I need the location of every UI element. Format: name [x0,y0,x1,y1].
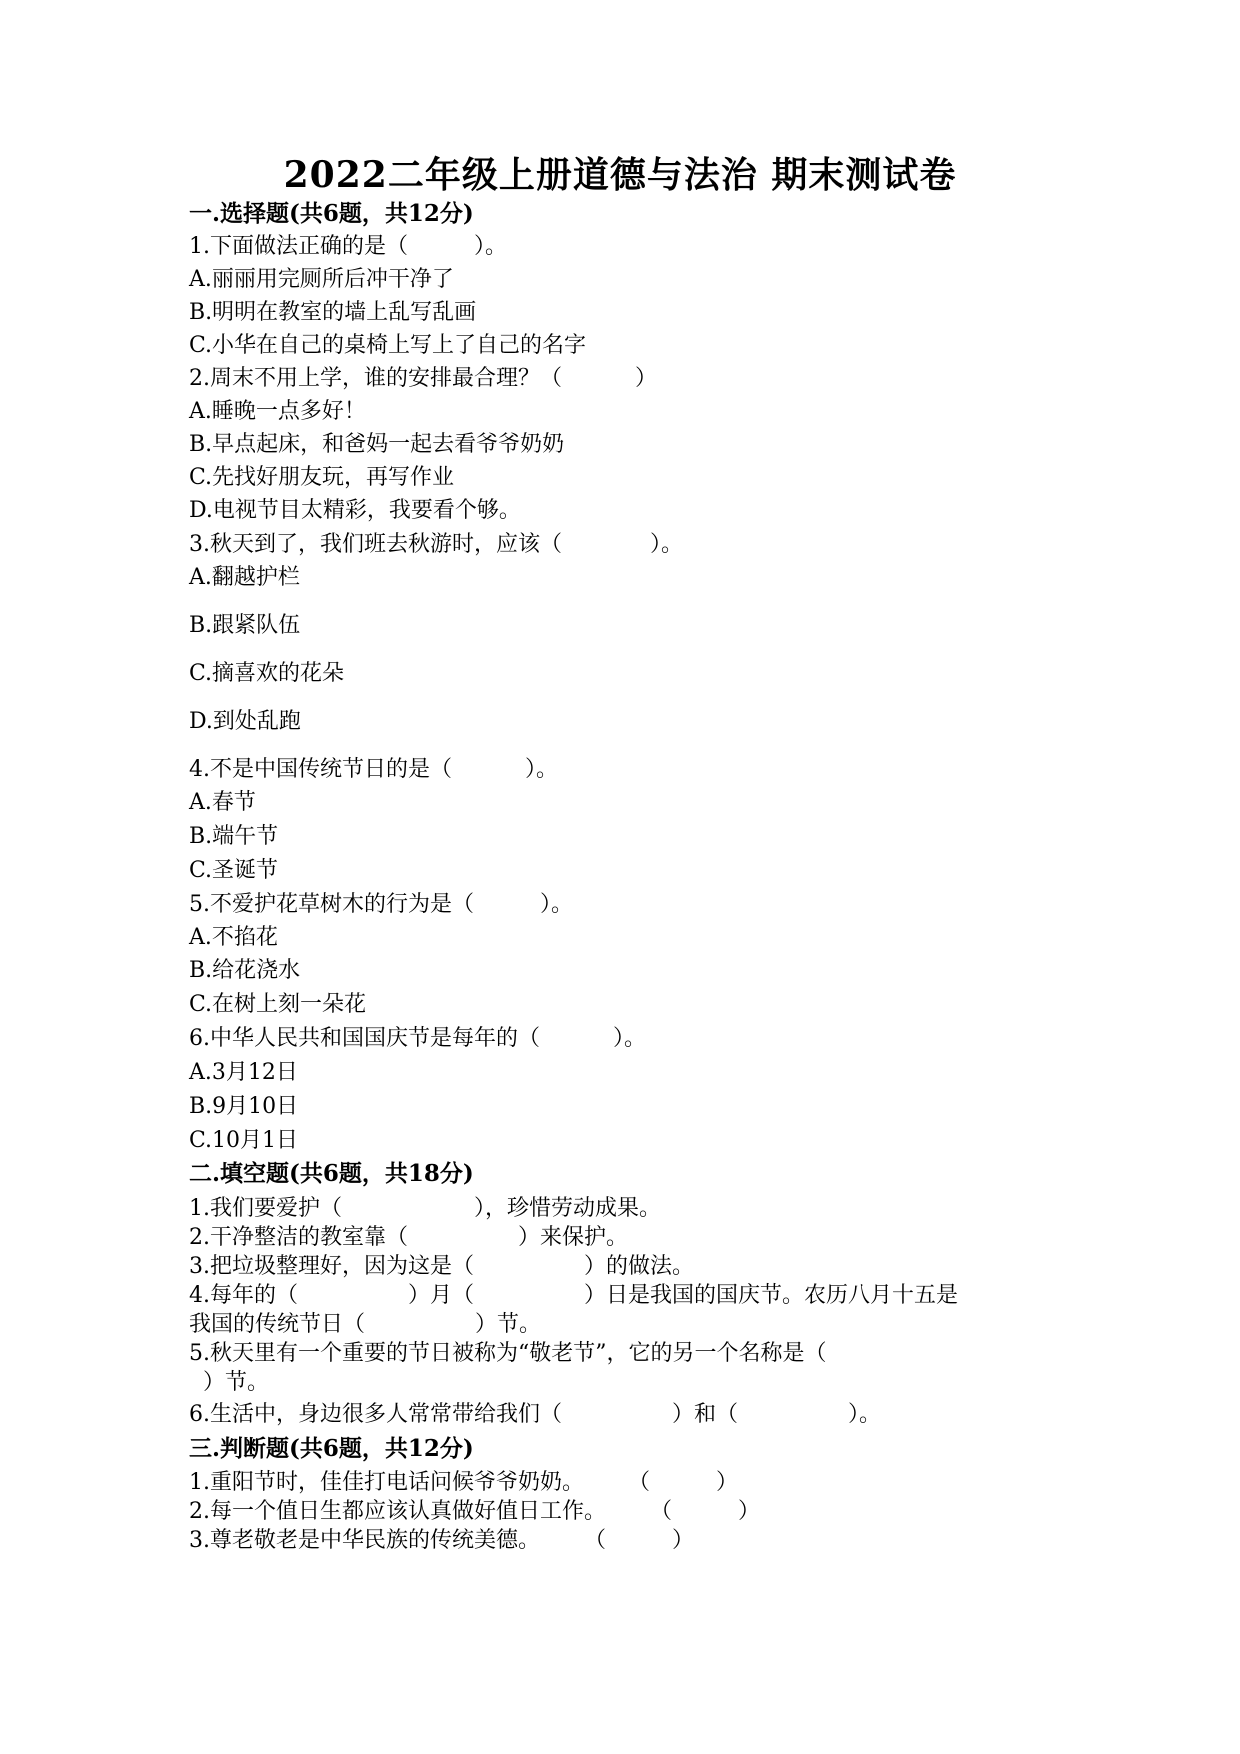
fill-in-question-continued: ）节。 [189,1370,269,1395]
fill-in-question: 6.生活中，身边很多人常常带给我们（ ）和（ ）。 [189,1402,881,1427]
answer-option: B.9月10日 [189,1094,299,1119]
section-heading-fill-in: 二.填空题(共6题，共18分) [189,1160,474,1187]
judgement-question: 1.重阳节时，佳佳打电话问候爷爷奶奶。 （ ） [189,1470,738,1495]
judgement-question: 2.每一个值日生都应该认真做好值日工作。 （ ） [189,1499,760,1524]
answer-option: A.不掐花 [189,925,278,950]
fill-in-question: 4.每年的（ ）月（ ）日是我国的国庆节。农历八月十五是 [189,1283,958,1308]
answer-option: A.春节 [189,790,256,815]
answer-option: B.早点起床，和爸妈一起去看爷爷奶奶 [189,432,565,457]
answer-option: A.睡晚一点多好！ [189,399,366,424]
answer-option: C.小华在自己的桌椅上写上了自己的名字 [189,333,587,358]
answer-option: C.圣诞节 [189,858,279,883]
answer-option: C.先找好朋友玩，再写作业 [189,465,455,490]
question-stem: 2.周末不用上学，谁的安排最合理？（ ） [189,366,657,391]
judgement-question: 3.尊老敬老是中华民族的传统美德。 （ ） [189,1528,694,1553]
question-stem: 3.秋天到了，我们班去秋游时，应该（ ）。 [189,532,683,557]
fill-in-question: 2.干净整洁的教室靠（ ）来保护。 [189,1225,628,1250]
answer-option: B.给花浇水 [189,958,301,983]
answer-option: B.明明在教室的墙上乱写乱画 [189,300,477,325]
question-stem: 6.中华人民共和国国庆节是每年的（ ）。 [189,1026,646,1051]
answer-option: D.电视节目太精彩，我要看个够。 [189,498,521,523]
answer-option: A.翻越护栏 [189,565,300,590]
fill-in-question: 3.把垃圾整理好，因为这是（ ）的做法。 [189,1254,694,1279]
question-stem: 4.不是中国传统节日的是（ ）。 [189,757,558,782]
answer-option: B.端午节 [189,824,279,849]
answer-option: C.摘喜欢的花朵 [189,661,345,686]
section-heading-true-false: 三.判断题(共6题，共12分) [189,1435,474,1462]
question-stem: 1.下面做法正确的是（ ）。 [189,234,507,259]
fill-in-question-continued: 我国的传统节日（ ）节。 [189,1312,542,1337]
answer-option: A.丽丽用完厕所后冲干净了 [189,267,454,292]
fill-in-question: 1.我们要爱护（ ），珍惜劳动成果。 [189,1196,661,1221]
answer-option: C.在树上刻一朵花 [189,992,367,1017]
page-title: 2022二年级上册道德与法治 期末测试卷 [283,154,957,196]
section-heading-choice: 一.选择题(共6题，共12分) [189,200,474,227]
answer-option: B.跟紧队伍 [189,613,301,638]
answer-option: C.10月1日 [189,1128,299,1153]
question-stem: 5.不爱护花草树木的行为是（ ）。 [189,892,573,917]
answer-option: D.到处乱跑 [189,709,301,734]
answer-option: A.3月12日 [189,1060,298,1085]
fill-in-question: 5.秋天里有一个重要的节日被称为“敬老节”，它的另一个名称是（ [189,1341,827,1366]
